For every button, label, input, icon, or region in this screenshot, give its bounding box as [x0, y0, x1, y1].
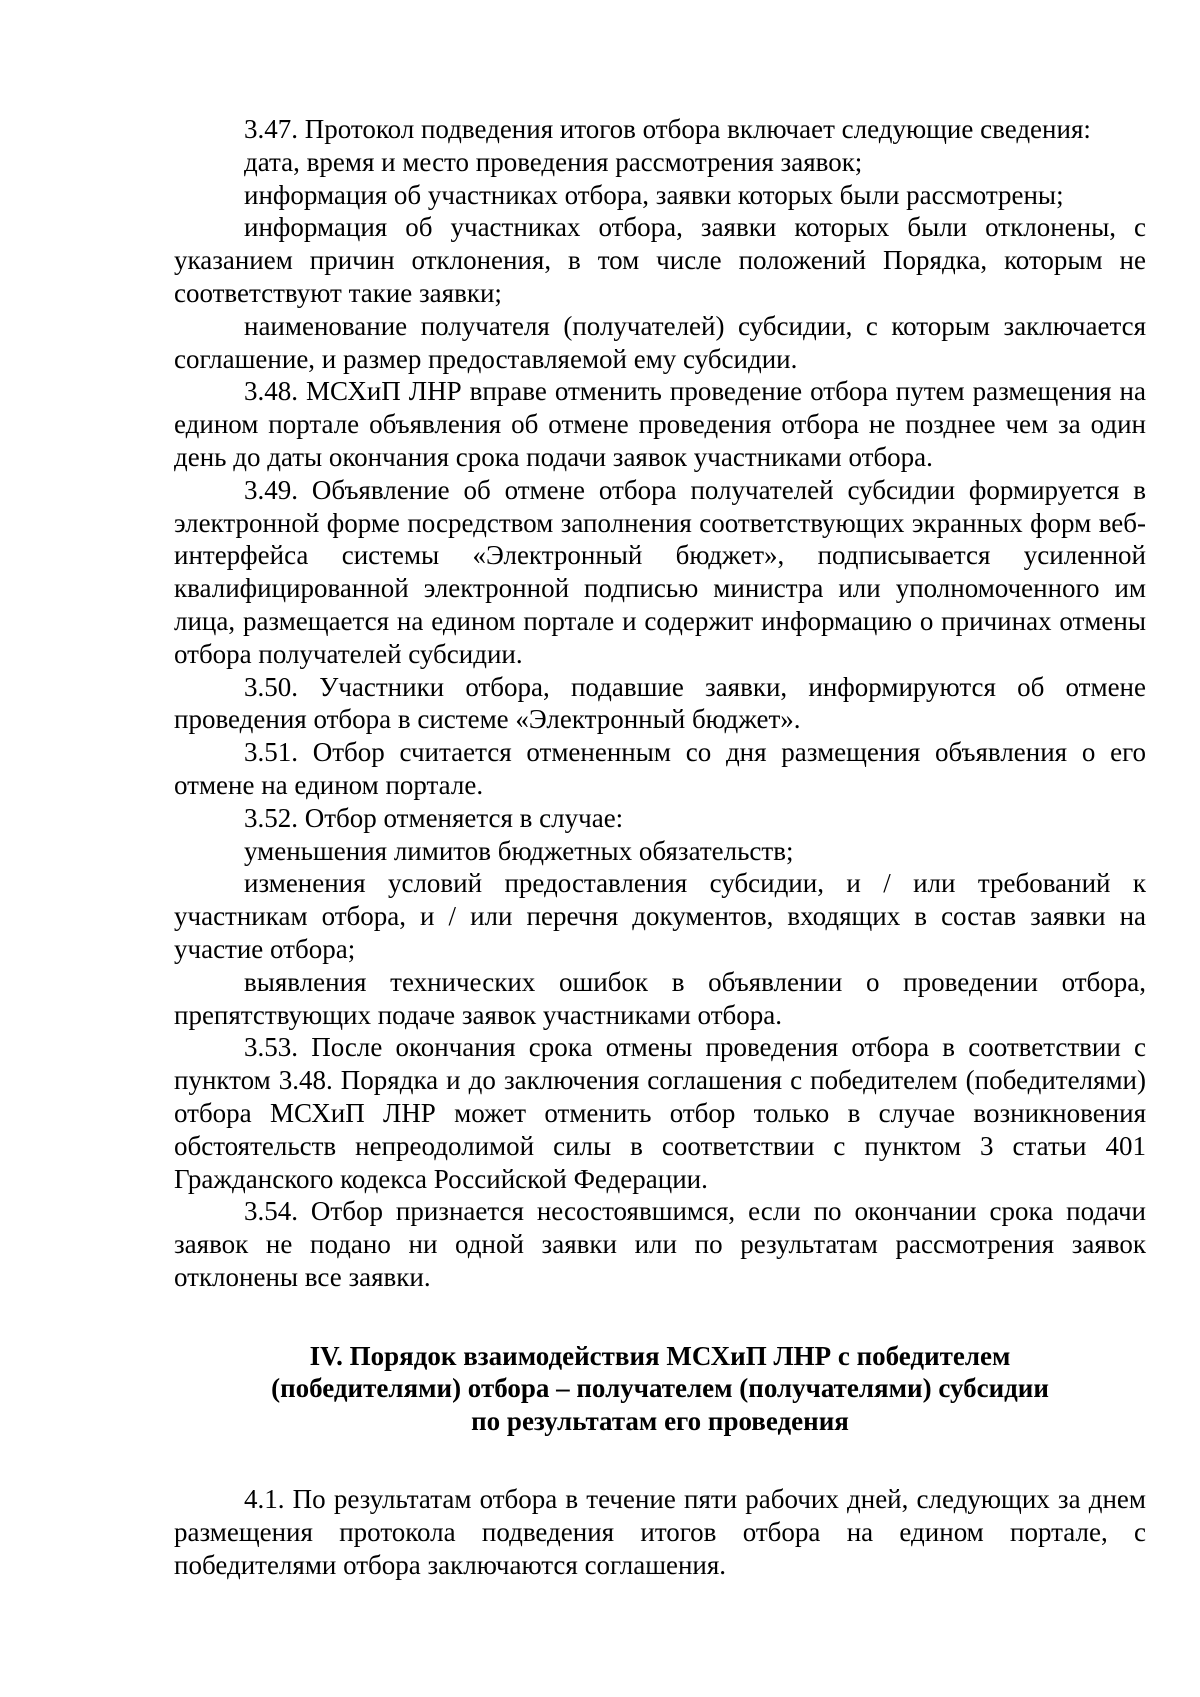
- paragraph-3-49: 3.49. Объявление об отмене отбора получателей субсидии формируется в электронной форме посредством заполнения соответствующих экранных форм веб-интерфейса системы «Электронный бюджет», подписывается усиленной квалифицированной электронной подписью министра или уполномоченного им лица, размещается на едином портале и содержит информацию о причинах отмены отбора получателей субсидии.: [174, 474, 1146, 669]
- paragraph-3-47-item-rejected: информация об участниках отбора, заявки которых были отклонены, с указанием причин отклонения, в том числе положений Порядка, которым не соответствуют такие заявки;: [174, 212, 1146, 308]
- paragraph-3-52-item-errors: выявления технических ошибок в объявлении о проведении отбора, препятствующих подаче заявок участниками отбора.: [174, 966, 1146, 1030]
- paragraph-3-47-item-reviewed: информация об участниках отбора, заявки которых были рассмотрены;: [244, 179, 1064, 210]
- document-body: [174, 113, 1146, 1581]
- paragraph-3-53: 3.53. После окончания срока отмены проведения отбора в соответствии с пунктом 3.48. Порядка и до заключения соглашения с победителем (победителями) отбора МСХиП ЛНР может отменить отбор только в случае возникновения обстоятельств непреодолимой силы в соответствии с пунктом 3 статьи 401 Гражданского кодекса Российской Федерации.: [174, 1032, 1146, 1194]
- section-title-line-1: IV. Порядок взаимодействия МСХиП ЛНР с победителем: [309, 1340, 1011, 1371]
- paragraph-4-1: 4.1. По результатам отбора в течение пяти рабочих дней, следующих за днем размещения протокола подведения итогов отбора на едином портале, с победителями отбора заключаются соглашения.: [174, 1484, 1146, 1580]
- section-title-line-2: (победителями) отбора – получателем (получателями) субсидии: [271, 1373, 1049, 1404]
- paragraph-3-50: 3.50. Участники отбора, подавшие заявки, информируются об отмене проведения отбора в системе «Электронный бюджет».: [174, 671, 1146, 735]
- section-title-line-3: по результатам его проведения: [471, 1406, 849, 1437]
- section-iv-title: [174, 1340, 1146, 1438]
- paragraph-3-48: 3.48. МСХиП ЛНР вправе отменить проведение отбора путем размещения на едином портале объявления об отмене проведения отбора не позднее чем за один день до даты окончания срока подачи заявок участниками отбора.: [174, 376, 1146, 472]
- paragraph-3-54: 3.54. Отбор признается несостоявшимся, если по окончании срока подачи заявок не подано ни одной заявки или по результатам рассмотрения заявок отклонены все заявки.: [174, 1196, 1146, 1292]
- paragraph-3-52-item-limits: уменьшения лимитов бюджетных обязательств;: [244, 835, 794, 866]
- paragraph-3-51: 3.51. Отбор считается отмененным со дня размещения объявления о его отмене на едином портале.: [174, 737, 1146, 800]
- paragraph-3-52-item-conditions: изменения условий предоставления субсидии, и / или требований к участникам отбора, и / или перечня документов, входящих в состав заявки на участие отбора;: [174, 868, 1146, 964]
- paragraph-3-47-item-recipient: наименование получателя (получателей) субсидии, с которым заключается соглашение, и размер предоставляемой ему субсидии.: [174, 310, 1146, 374]
- paragraph-3-52: 3.52. Отбор отменяется в случае:: [244, 802, 624, 833]
- paragraph-3-47-item-date: дата, время и место проведения рассмотрения заявок;: [244, 146, 863, 177]
- paragraph-3-47: 3.47. Протокол подведения итогов отбора включает следующие сведения:: [244, 114, 1091, 144]
